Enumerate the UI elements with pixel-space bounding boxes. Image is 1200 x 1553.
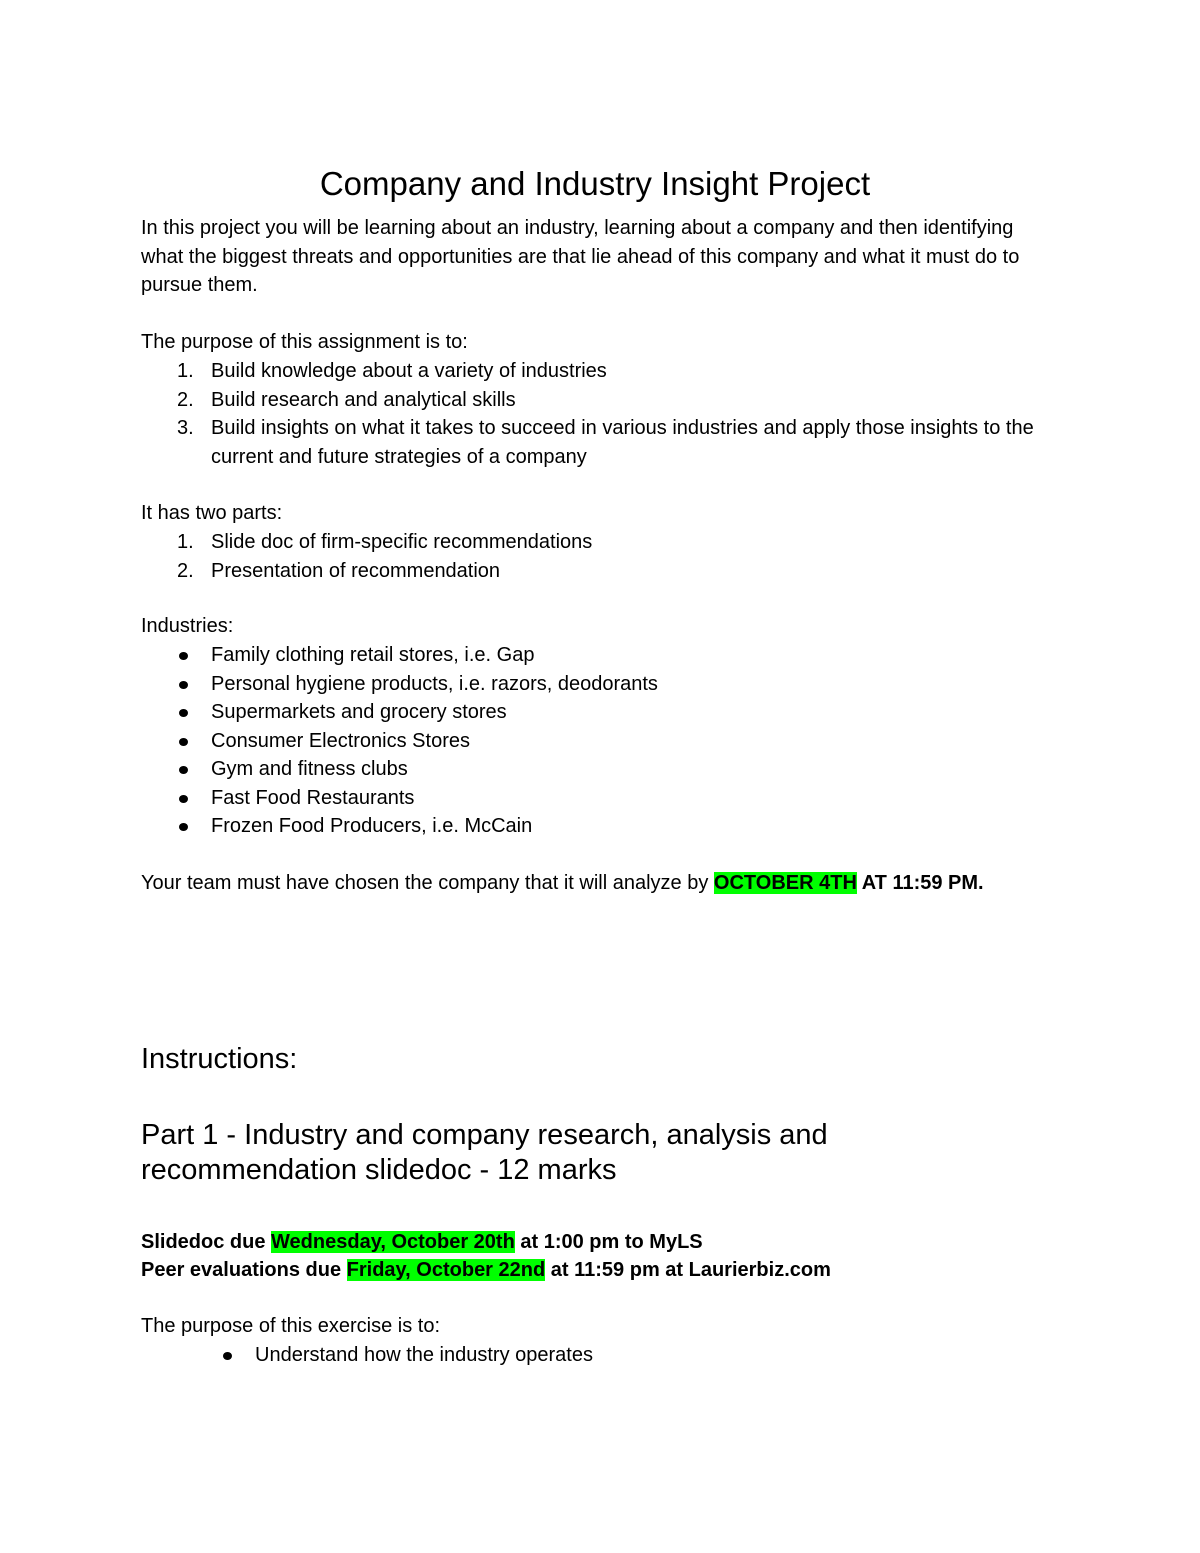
list-item bbox=[141, 812, 1061, 841]
list-item-text: Personal hygiene products, i.e. razors, deodorants bbox=[211, 672, 658, 695]
instructions-heading: Instructions: bbox=[141, 1043, 298, 1075]
list-item bbox=[141, 727, 1061, 756]
slidedoc-due-suffix: at 1:00 pm to MyLS bbox=[514, 1231, 703, 1253]
parts-list bbox=[141, 528, 1061, 585]
document-title: Company and Industry Insight Project bbox=[319, 165, 871, 203]
slidedoc-due-highlight: Wednesday, October 20th bbox=[271, 1231, 515, 1253]
exercise-list bbox=[141, 1341, 1061, 1370]
list-item-text: Fast Food Restaurants bbox=[211, 786, 415, 809]
list-item bbox=[141, 1341, 1061, 1370]
bullet-icon bbox=[179, 738, 188, 746]
list-item-text: Build knowledge about a variety of industries bbox=[211, 360, 607, 382]
exercise-heading: The purpose of this exercise is to: bbox=[141, 1315, 441, 1337]
purpose-heading: The purpose of this assignment is to: bbox=[141, 331, 468, 353]
peer-due-prefix: Peer evaluations due bbox=[141, 1259, 347, 1281]
deadline-suffix: AT 11:59 PM. bbox=[856, 872, 984, 894]
bullet-icon bbox=[179, 681, 188, 689]
list-item-text: Build insights on what it takes to succeed in various industries and apply those insights to the current and future strategies of a company bbox=[211, 417, 1034, 468]
list-item-text: Gym and fitness clubs bbox=[211, 758, 408, 780]
list-item bbox=[141, 386, 1061, 415]
list-item-text: Slide doc of firm-specific recommendations bbox=[211, 531, 593, 553]
bullet-icon bbox=[179, 795, 188, 803]
deadline-line bbox=[141, 869, 1141, 898]
list-item-text: Family clothing retail stores, i.e. Gap bbox=[211, 644, 535, 666]
peer-due-highlight: Friday, October 22nd bbox=[346, 1259, 546, 1281]
bullet-icon bbox=[179, 709, 188, 717]
list-marker: 1. bbox=[177, 531, 194, 553]
list-item bbox=[141, 557, 1061, 586]
list-item bbox=[141, 784, 1061, 813]
intro-paragraph: In this project you will be learning about an industry, learning about a company and then identifying what the biggest threats and opportunities are that lie ahead of this company and what it must do to pursue them. bbox=[141, 217, 1020, 297]
list-item bbox=[141, 528, 1061, 557]
peer-due-suffix: at 11:59 pm at Laurierbiz.com bbox=[545, 1259, 831, 1281]
list-item-text: Consumer Electronics Stores bbox=[211, 729, 470, 752]
parts-heading: It has two parts: bbox=[141, 502, 283, 524]
deadline-prefix: Your team must have chosen the company that it will analyze by bbox=[141, 872, 714, 894]
list-item bbox=[141, 755, 1061, 784]
list-marker: 1. bbox=[177, 360, 194, 382]
bullet-icon bbox=[179, 652, 188, 660]
bullet-icon bbox=[223, 1352, 232, 1360]
bullet-icon bbox=[179, 766, 188, 774]
list-item-text: Supermarkets and grocery stores bbox=[211, 701, 507, 723]
list-item bbox=[141, 641, 1061, 670]
list-item bbox=[141, 670, 1061, 699]
list-item-text: Frozen Food Producers, i.e. McCain bbox=[211, 815, 533, 837]
peer-evaluations-due bbox=[141, 1256, 1141, 1285]
list-item-text: Build research and analytical skills bbox=[211, 388, 516, 411]
industries-list bbox=[141, 641, 1061, 841]
list-marker: 2. bbox=[177, 388, 194, 411]
slidedoc-due bbox=[141, 1228, 1141, 1257]
industries-heading: Industries: bbox=[141, 615, 234, 637]
list-item-text: Presentation of recommendation bbox=[211, 559, 501, 582]
list-item bbox=[141, 414, 1061, 471]
slidedoc-due-prefix: Slidedoc due bbox=[141, 1231, 272, 1253]
list-marker: 3. bbox=[177, 417, 194, 439]
purpose-list bbox=[141, 357, 1061, 471]
list-item bbox=[141, 357, 1061, 386]
part1-heading: Part 1 - Industry and company research, analysis and recommendation slidedoc - 12 marks bbox=[141, 1119, 828, 1186]
list-item-text: Understand how the industry operates bbox=[255, 1344, 593, 1366]
deadline-highlight: OCTOBER 4TH bbox=[713, 872, 857, 894]
bullet-icon bbox=[179, 823, 188, 831]
list-item bbox=[141, 698, 1061, 727]
list-marker: 2. bbox=[177, 559, 194, 582]
